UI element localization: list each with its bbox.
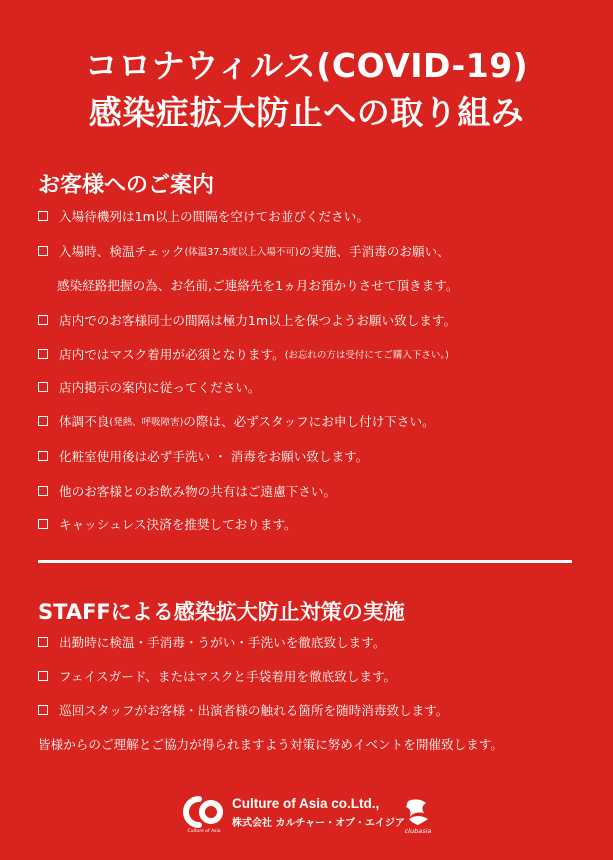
item-text: フェイスガード、またはマスクと手袋着用を徹底致します。	[59, 669, 397, 684]
checkbox-icon	[38, 451, 48, 461]
item-text: の実施、手消毒のお願い、	[298, 244, 450, 259]
logo-caption: Culture of Asia	[187, 829, 221, 833]
checkbox-icon	[38, 519, 48, 529]
checkbox-icon	[38, 671, 48, 681]
title-line-2: 感染症拡大防止への取り組み	[88, 93, 525, 132]
item-continuation: 感染経路把握の為、お名前,ご連絡先を1ヵ月お預かりさせて頂きます。	[57, 278, 459, 293]
checkbox-icon	[38, 637, 48, 647]
list-item	[38, 632, 385, 651]
title-line-1: コロナウィルス(COVID-19)	[84, 46, 529, 85]
checkbox-icon	[38, 349, 48, 359]
item-text: 店内ではマスク着用が必須となります。	[59, 347, 285, 362]
checkbox-icon	[38, 382, 48, 392]
culture-of-asia-logo	[182, 795, 226, 833]
list-item	[38, 700, 448, 719]
checkbox-icon	[38, 416, 48, 426]
list-item	[38, 446, 368, 465]
checkbox-icon	[38, 315, 48, 325]
item-text: 店内掲示の案内に従ってください。	[59, 380, 261, 395]
item-text: 他のお客様とのお飲み物の共有はご遠慮下さい。	[59, 484, 337, 499]
section-divider	[38, 560, 572, 563]
clubasia-logo	[400, 795, 436, 835]
checkbox-icon	[38, 211, 48, 221]
item-text: 入場待機列は1m以上の間隔を空けてお並びください。	[59, 209, 369, 224]
item-text: 店内でのお客様同士の間隔は極力1m以上を保つようお願い致します。	[59, 313, 457, 328]
item-text: 体調不良	[59, 414, 110, 429]
guest-section-heading: お客様へのご案内	[38, 173, 215, 198]
list-item	[38, 206, 369, 225]
company-name-jp: 株式会社 カルチャー・オブ・エイジア	[232, 818, 405, 829]
item-note: (発熱、呼吸障害)	[109, 416, 184, 428]
checkbox-icon	[38, 246, 48, 256]
list-item	[38, 377, 261, 396]
item-text: 出勤時に検温・手消毒・うがい・手洗いを徹底致します。	[59, 635, 386, 650]
list-item	[38, 344, 449, 363]
list-item	[38, 481, 336, 500]
list-item	[38, 241, 450, 260]
logo-text: clubasia	[404, 827, 432, 835]
list-item	[38, 411, 435, 430]
staff-section-heading: STAFFによる感染拡大防止対策の実施	[38, 600, 405, 624]
list-item	[38, 666, 396, 685]
item-text: 入場時、検温チェック	[59, 244, 185, 259]
company-name-en: Culture of Asia co.Ltd.,	[232, 796, 380, 811]
item-text: 化粧室使用後は必ず手洗い ・ 消毒をお願い致します。	[59, 449, 369, 464]
closing-statement: 皆様からのご理解とご協力が得られますよう対策に努めイベントを開催致します。	[38, 737, 503, 752]
item-note: (体温37.5度以上入場不可)	[184, 246, 299, 258]
item-text: キャッシュレス決済を推奨しております。	[59, 517, 297, 532]
checkbox-icon	[38, 705, 48, 715]
checkbox-icon	[38, 486, 48, 496]
item-text: の際は、必ずスタッフにお申し付け下さい。	[183, 414, 435, 429]
company-name	[232, 796, 405, 829]
item-text: 巡回スタッフがお客様・出演者様の触れる箇所を随時消毒致します。	[59, 703, 449, 718]
item-note: (お忘れの方は受付にてご購入下さい。)	[284, 349, 449, 361]
list-item	[38, 514, 297, 533]
list-item	[38, 310, 456, 329]
